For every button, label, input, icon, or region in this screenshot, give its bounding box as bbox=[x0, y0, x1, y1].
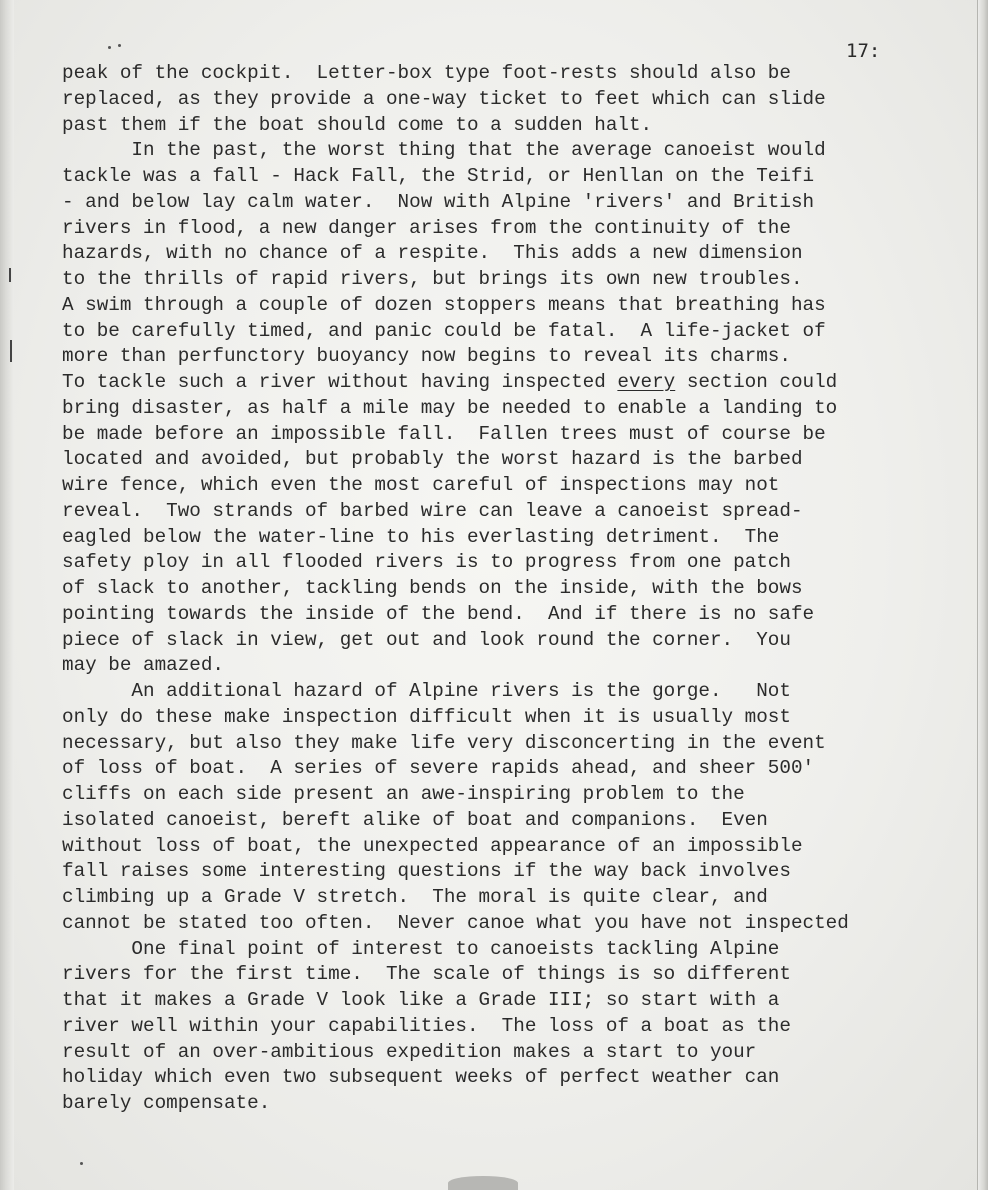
text-line: that it makes a Grade V look like a Grade III; so start with a bbox=[62, 989, 780, 1011]
text-line: A swim through a couple of dozen stoppers means that breathing has bbox=[62, 293, 826, 316]
text-line: necessary, but also they make life very disconcerting in the event bbox=[62, 731, 826, 754]
text-line: river well within your capabilities. The loss of a boat as the bbox=[62, 1014, 791, 1037]
text-line: safety ploy in all flooded rivers is to progress from one patch bbox=[62, 551, 791, 574]
speck bbox=[108, 46, 111, 49]
text-line: barely compensate. bbox=[62, 1092, 271, 1114]
text-line: isolated canoeist, bereft alike of boat and companions. Even bbox=[62, 808, 768, 831]
page-right-edge bbox=[977, 0, 988, 1190]
text-line: pointing towards the inside of the bend. And if there is no safe bbox=[62, 602, 815, 625]
text-segment: section could bbox=[675, 371, 838, 393]
text-line: of slack to another, tackling bends on the inside, with the bows bbox=[62, 577, 803, 599]
text-line: cannot be stated too often. Never canoe what you have not inspected bbox=[62, 911, 849, 934]
text-line: peak of the cockpit. Letter-box type foot-rests should also be bbox=[62, 62, 791, 84]
text-line: eagled below the water-line to his everlasting detriment. The bbox=[62, 525, 780, 548]
margin-mark bbox=[9, 268, 11, 282]
text-line: wire fence, which even the most careful of inspections may not bbox=[62, 474, 780, 496]
paragraph-start-line: One final point of interest to canoeists tackling Alpine bbox=[62, 937, 780, 960]
text-line: piece of slack in view, get out and look round the corner. You bbox=[62, 628, 791, 651]
text-line: of loss of boat. A series of severe rapids ahead, and sheer 500' bbox=[62, 757, 815, 780]
text-line: climbing up a Grade V stretch. The moral is quite clear, and bbox=[62, 886, 768, 908]
underlined-word: every bbox=[617, 371, 676, 393]
text-line: located and avoided, but probably the worst hazard is the barbed bbox=[62, 448, 803, 471]
text-line: fall raises some interesting questions if the way back involves bbox=[62, 860, 791, 883]
speck bbox=[80, 1162, 83, 1165]
page-number: 17: bbox=[846, 40, 881, 62]
text-line: reveal. Two strands of barbed wire can leave a canoeist spread- bbox=[62, 499, 803, 522]
text-line: only do these make inspection difficult when it is usually most bbox=[62, 705, 791, 728]
text-line: rivers for the first time. The scale of things is so different bbox=[62, 963, 791, 986]
text-line: past them if the boat should come to a sudden halt. bbox=[62, 113, 653, 136]
margin-mark bbox=[10, 340, 12, 362]
text-line: bring disaster, as half a mile may be needed to enable a landing to bbox=[62, 396, 838, 419]
text-line: hazards, with no chance of a respite. This adds a new dimension bbox=[62, 242, 803, 265]
body-text bbox=[62, 61, 942, 1117]
speck bbox=[118, 44, 121, 47]
text-line: tackle was a fall - Hack Fall, the Strid, or Henllan on the Teifi bbox=[62, 165, 815, 187]
text-line: replaced, as they provide a one-way ticket to feet which can slide bbox=[62, 87, 826, 110]
text-line: may be amazed. bbox=[62, 654, 224, 677]
text-line: to be carefully timed, and panic could be fatal. A life-jacket of bbox=[62, 319, 826, 342]
paragraph-start-line: An additional hazard of Alpine rivers is the gorge. Not bbox=[62, 680, 791, 702]
text-line: result of an over-ambitious expedition makes a start to your bbox=[62, 1040, 757, 1063]
text-line: be made before an impossible fall. Fallen trees must of course be bbox=[62, 422, 826, 445]
text-line: without loss of boat, the unexpected appearance of an impossible bbox=[62, 834, 803, 857]
page-scuff bbox=[448, 1176, 518, 1190]
text-line-with-underline bbox=[62, 370, 942, 396]
text-line: - and below lay calm water. Now with Alpine 'rivers' and British bbox=[62, 190, 815, 213]
text-line: more than perfunctory buoyancy now begins to reveal its charms. bbox=[62, 345, 791, 368]
text-segment: To tackle such a river without having inspected bbox=[62, 371, 618, 393]
text-line: holiday which even two subsequent weeks of perfect weather can bbox=[62, 1066, 780, 1089]
text-line: to the thrills of rapid rivers, but brings its own new troubles. bbox=[62, 268, 803, 290]
text-line: rivers in flood, a new danger arises from the continuity of the bbox=[62, 216, 791, 239]
binding-edge bbox=[0, 0, 14, 1190]
paragraph-start-line: In the past, the worst thing that the average canoeist would bbox=[62, 139, 826, 162]
text-line: cliffs on each side present an awe-inspiring problem to the bbox=[62, 783, 745, 805]
